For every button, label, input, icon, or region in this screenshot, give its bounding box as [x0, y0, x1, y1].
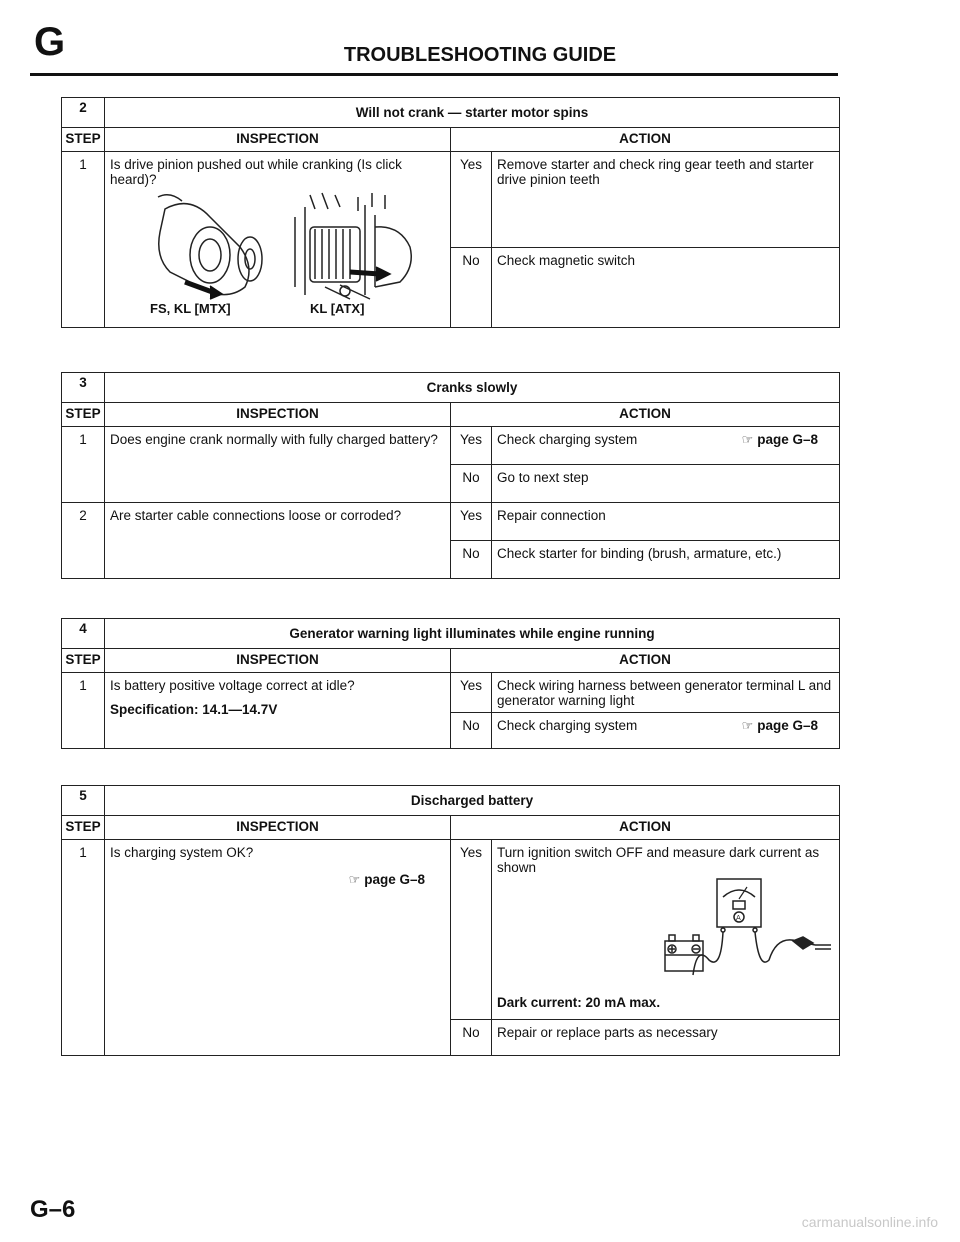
dark-current-figure: [497, 875, 834, 985]
table-number: 5: [62, 786, 105, 816]
troubleshooting-table-4: [61, 618, 840, 749]
table-title: Generator warning light illuminates while engine running: [105, 619, 840, 649]
inspection-text: Is battery positive voltage correct at idle?: [110, 678, 355, 693]
inspection-text: Does engine crank normally with fully charged battery?: [105, 427, 451, 503]
no-label: No: [451, 1020, 492, 1056]
no-action: Check starter for binding (brush, armature, etc.): [492, 541, 840, 579]
table-title: Cranks slowly: [105, 373, 840, 403]
starter-pinion-illustration: [110, 187, 440, 303]
page-reference: ☞ page G–8: [348, 872, 425, 887]
table-title: Discharged battery: [105, 786, 840, 816]
step-header: STEP: [62, 128, 105, 152]
no-action: Repair or replace parts as necessary: [492, 1020, 840, 1056]
action-header: ACTION: [451, 128, 840, 152]
inspection-text: Is drive pinion pushed out while cranking (Is click heard)?: [110, 157, 402, 187]
page-title: TROUBLESHOOTING GUIDE: [343, 44, 617, 66]
no-action: Check charging system: [497, 718, 638, 733]
table-number: 4: [62, 619, 105, 649]
yes-label: Yes: [451, 840, 492, 1020]
table-number: 2: [62, 98, 105, 128]
page-reference: ☞ page G–8: [741, 432, 819, 447]
action-header: ACTION: [451, 403, 840, 427]
inspection-text: Is charging system OK?: [110, 845, 254, 860]
section-letter: G: [34, 20, 66, 64]
yes-action: Check charging system: [497, 432, 638, 447]
inspection-cell: [105, 673, 451, 749]
troubleshooting-table-2: [61, 97, 840, 328]
starter-figure: [110, 187, 445, 317]
watermark: carmanualsonline.info: [801, 1214, 938, 1230]
no-action-cell: [492, 713, 840, 749]
troubleshooting-table-5: [61, 785, 840, 1056]
yes-action-cell: [492, 427, 840, 465]
no-action: Check magnetic switch: [492, 248, 840, 328]
action-header: ACTION: [451, 816, 840, 840]
step-number: 2: [62, 503, 105, 579]
no-label: No: [451, 248, 492, 328]
figure-caption-mtx: FS, KL [MTX]: [150, 301, 231, 316]
inspection-header: INSPECTION: [105, 816, 451, 840]
action-header: ACTION: [451, 649, 840, 673]
yes-action: Check wiring harness between generator terminal L and generator warning light: [492, 673, 840, 713]
yes-label: Yes: [451, 427, 492, 465]
inspection-text: Are starter cable connections loose or corroded?: [105, 503, 451, 579]
inspection-header: INSPECTION: [105, 128, 451, 152]
table-title: Will not crank — starter motor spins: [105, 98, 840, 128]
header-rule: [30, 73, 838, 76]
inspection-cell: [105, 152, 451, 328]
page-number: G–6: [30, 1196, 76, 1223]
yes-label: Yes: [451, 152, 492, 248]
step-header: STEP: [62, 816, 105, 840]
yes-label: Yes: [451, 503, 492, 541]
yes-action: Repair connection: [492, 503, 840, 541]
no-label: No: [451, 713, 492, 749]
inspection-header: INSPECTION: [105, 649, 451, 673]
step-header: STEP: [62, 649, 105, 673]
inspection-cell: [105, 840, 451, 1056]
troubleshooting-table-3: [61, 372, 840, 579]
step-number: 1: [62, 673, 105, 749]
pointing-hand-icon: ☞: [348, 872, 361, 887]
pointing-hand-icon: ☞: [741, 718, 754, 733]
page-reference: ☞ page G–8: [741, 718, 819, 733]
step-header: STEP: [62, 403, 105, 427]
yes-action: Remove starter and check ring gear teeth and starter drive pinion teeth: [492, 152, 840, 248]
inspection-header: INSPECTION: [105, 403, 451, 427]
svg-text:A: A: [736, 914, 741, 922]
yes-label: Yes: [451, 673, 492, 713]
dark-current-spec: Dark current: 20 mA max.: [497, 995, 661, 1010]
figure-caption-atx: KL [ATX]: [310, 301, 365, 316]
specification: Specification: 14.1—14.7V: [110, 702, 278, 717]
no-action: Go to next step: [492, 465, 840, 503]
no-label: No: [451, 541, 492, 579]
step-number: 1: [62, 840, 105, 1056]
step-number: 1: [62, 427, 105, 503]
yes-action-cell: [492, 840, 840, 1020]
table-number: 3: [62, 373, 105, 403]
step-number: 1: [62, 152, 105, 328]
pointing-hand-icon: ☞: [741, 432, 754, 447]
no-label: No: [451, 465, 492, 503]
yes-action: Turn ignition switch OFF and measure dark current as shown: [497, 845, 820, 875]
ammeter-battery-illustration: [497, 875, 835, 985]
